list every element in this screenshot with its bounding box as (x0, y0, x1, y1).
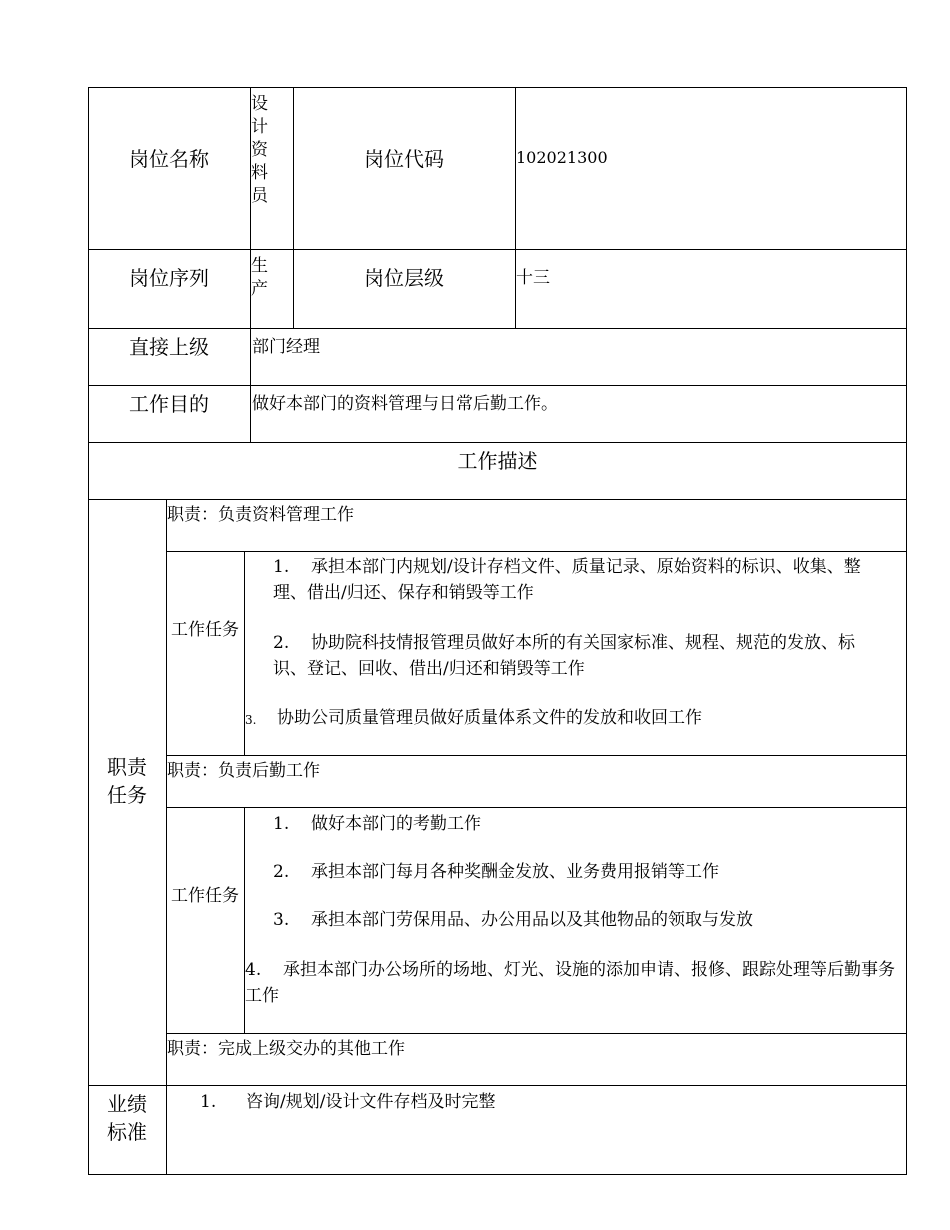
duty1-task-3: 3. 协助公司质量管理员做好质量体系文件的发放和收回工作 (245, 708, 702, 728)
duty3-title: 职责：完成上级交办的其他工作 (167, 1039, 405, 1059)
post-name-value: 设计资料员 (251, 94, 268, 206)
duty2-task-2: 2. 承担本部门每月各种奖酬金发放、业务费用报销等工作 (273, 862, 719, 882)
level-label: 岗位层级 (364, 266, 444, 290)
duties-label: 职责任务 (107, 755, 147, 807)
post-code-label: 岗位代码 (364, 147, 444, 171)
duty1-task-label: 工作任务 (171, 620, 239, 640)
duty1-task-2: 2. 协助院科技情报管理员做好本所的有关国家标准、规程、规范的发放、标识、登记、回收、借出/归还和销毁等工作 (273, 633, 855, 679)
superior-label: 直接上级 (129, 335, 209, 359)
duty1-title: 职责：负责资料管理工作 (167, 505, 354, 525)
sequence-value: 生产 (251, 256, 268, 299)
job-description-table (88, 87, 907, 1175)
level-value: 十三 (516, 268, 550, 288)
performance-item-1: 1. 咨询/规划/设计文件存档及时完整 (200, 1092, 496, 1112)
duty2-task-3: 3. 承担本部门劳保用品、办公用品以及其他物品的领取与发放 (273, 910, 753, 930)
duty2-task-4: 4. 承担本部门办公场所的场地、灯光、设施的添加申请、报修、跟踪处理等后勤事务工作 (245, 960, 895, 1006)
purpose-label: 工作目的 (129, 392, 209, 416)
duty2-title: 职责：负责后勤工作 (167, 761, 320, 781)
duty2-task-label: 工作任务 (171, 886, 239, 906)
post-code-value: 102021300 (516, 148, 608, 167)
sequence-label: 岗位序列 (129, 266, 209, 290)
section-title: 工作描述 (457, 449, 538, 473)
duty2-task-1: 1. 做好本部门的考勤工作 (273, 814, 481, 834)
purpose-value: 做好本部门的资料管理与日常后勤工作。 (252, 394, 558, 414)
performance-label: 业绩标准 (107, 1092, 147, 1144)
post-name-label: 岗位名称 (129, 147, 209, 171)
duty1-task-1: 1. 承担本部门内规划/设计存档文件、质量记录、原始资料的标识、收集、整理、借出/归还、保存和销毁等工作 (273, 557, 861, 603)
superior-value: 部门经理 (252, 337, 320, 357)
